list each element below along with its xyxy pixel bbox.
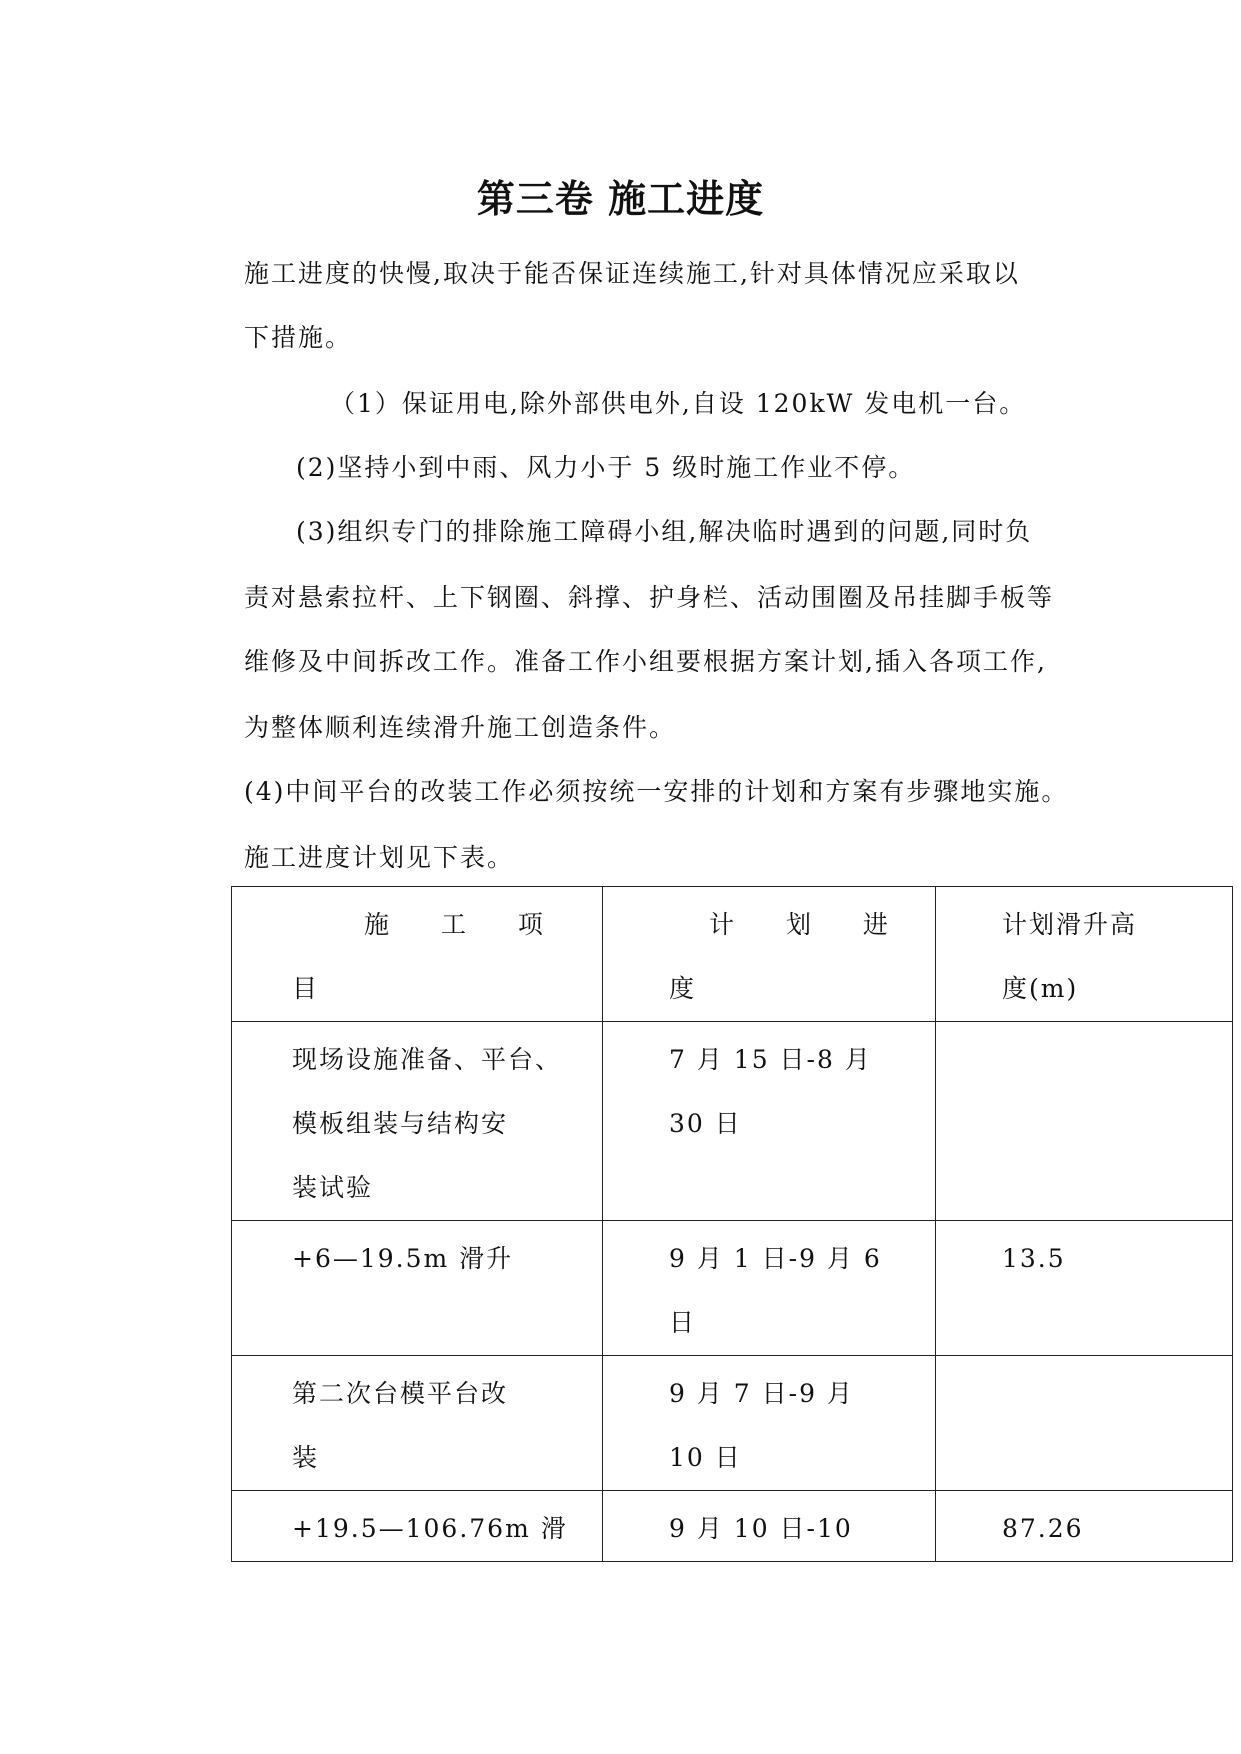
cell-line: 第二次台模平台改 [292,1379,509,1408]
header-line: 计划滑升高 [1002,910,1138,939]
schedule-cell [603,1356,936,1491]
paragraph-line: 责对悬索拉杆、上下钢圈、斜撑、护身栏、活动围圈及吊挂脚手板等 [244,583,1055,612]
schedule-cell [603,1022,936,1221]
table-row [232,1356,1233,1491]
header-cell-schedule [603,887,936,1022]
table-header-row [232,887,1233,1022]
paragraph-line: 维修及中间拆改工作。准备工作小组要根据方案计划,插入各项工作, [244,647,1047,676]
header-line: 施 工 项 [364,910,565,939]
item-cell [232,1221,603,1356]
page-title: 第三卷 施工进度 [476,177,765,221]
header-cell-item [232,887,603,1022]
height-cell: 13.5 [936,1221,1233,1356]
item-cell [232,1022,603,1221]
header-cell-height [936,887,1233,1022]
height-cell [936,1022,1233,1221]
height-cell [936,1356,1233,1491]
header-line: 度 [669,974,697,1003]
item-cell [232,1356,603,1491]
header-line: 目 [292,974,320,1003]
cell-line: 9 月 1 日-9 月 6 [669,1244,882,1273]
cell-line: 9 月 7 日-9 月 [669,1379,854,1408]
cell-line: +6—19.5m 滑升 [292,1244,514,1273]
cell-line: 模板组装与结构安 [292,1109,509,1138]
paragraph-line: (3)组织专门的排除施工障碍小组,解决临时遇到的问题,同时负 [296,517,1033,546]
paragraph-line: (4)中间平台的改装工作必须按统一安排的计划和方案有步骤地实施。 [244,777,1069,806]
cell-line: 装 [292,1443,320,1472]
schedule-cell [603,1491,936,1562]
header-line: 度(m) [1002,974,1079,1003]
paragraph-line: 施工进度计划见下表。 [244,843,515,872]
cell-line: 装试验 [292,1173,374,1202]
paragraph-line: (2)坚持小到中雨、风力小于 5 级时施工作业不停。 [296,453,916,482]
cell-line: 30 日 [669,1109,742,1138]
paragraph-line: 下措施。 [244,323,353,352]
item-cell [232,1491,603,1562]
height-cell: 87.26 [936,1491,1233,1562]
cell-line: +19.5—106.76m 滑 [292,1514,568,1543]
cell-line: 日 [669,1308,697,1337]
schedule-cell [603,1221,936,1356]
table-row [232,1022,1233,1221]
header-line: 计 划 进 [709,910,910,939]
cell-line: 10 日 [669,1443,742,1472]
cell-line: 7 月 15 日-8 月 [669,1045,872,1074]
schedule-table [231,886,1233,1562]
paragraph-line: （1）保证用电,除外部供电外,自设 120kW 发电机一台。 [330,389,1027,418]
cell-line: 9 月 10 日-10 [669,1514,853,1543]
paragraph-line: 施工进度的快慢,取决于能否保证连续施工,针对具体情况应采取以 [244,259,1020,288]
paragraph-line: 为整体顺利连续滑升施工创造条件。 [244,713,677,742]
table-row [232,1491,1233,1562]
cell-line: 现场设施准备、平台、 [292,1045,563,1074]
table-row [232,1221,1233,1356]
